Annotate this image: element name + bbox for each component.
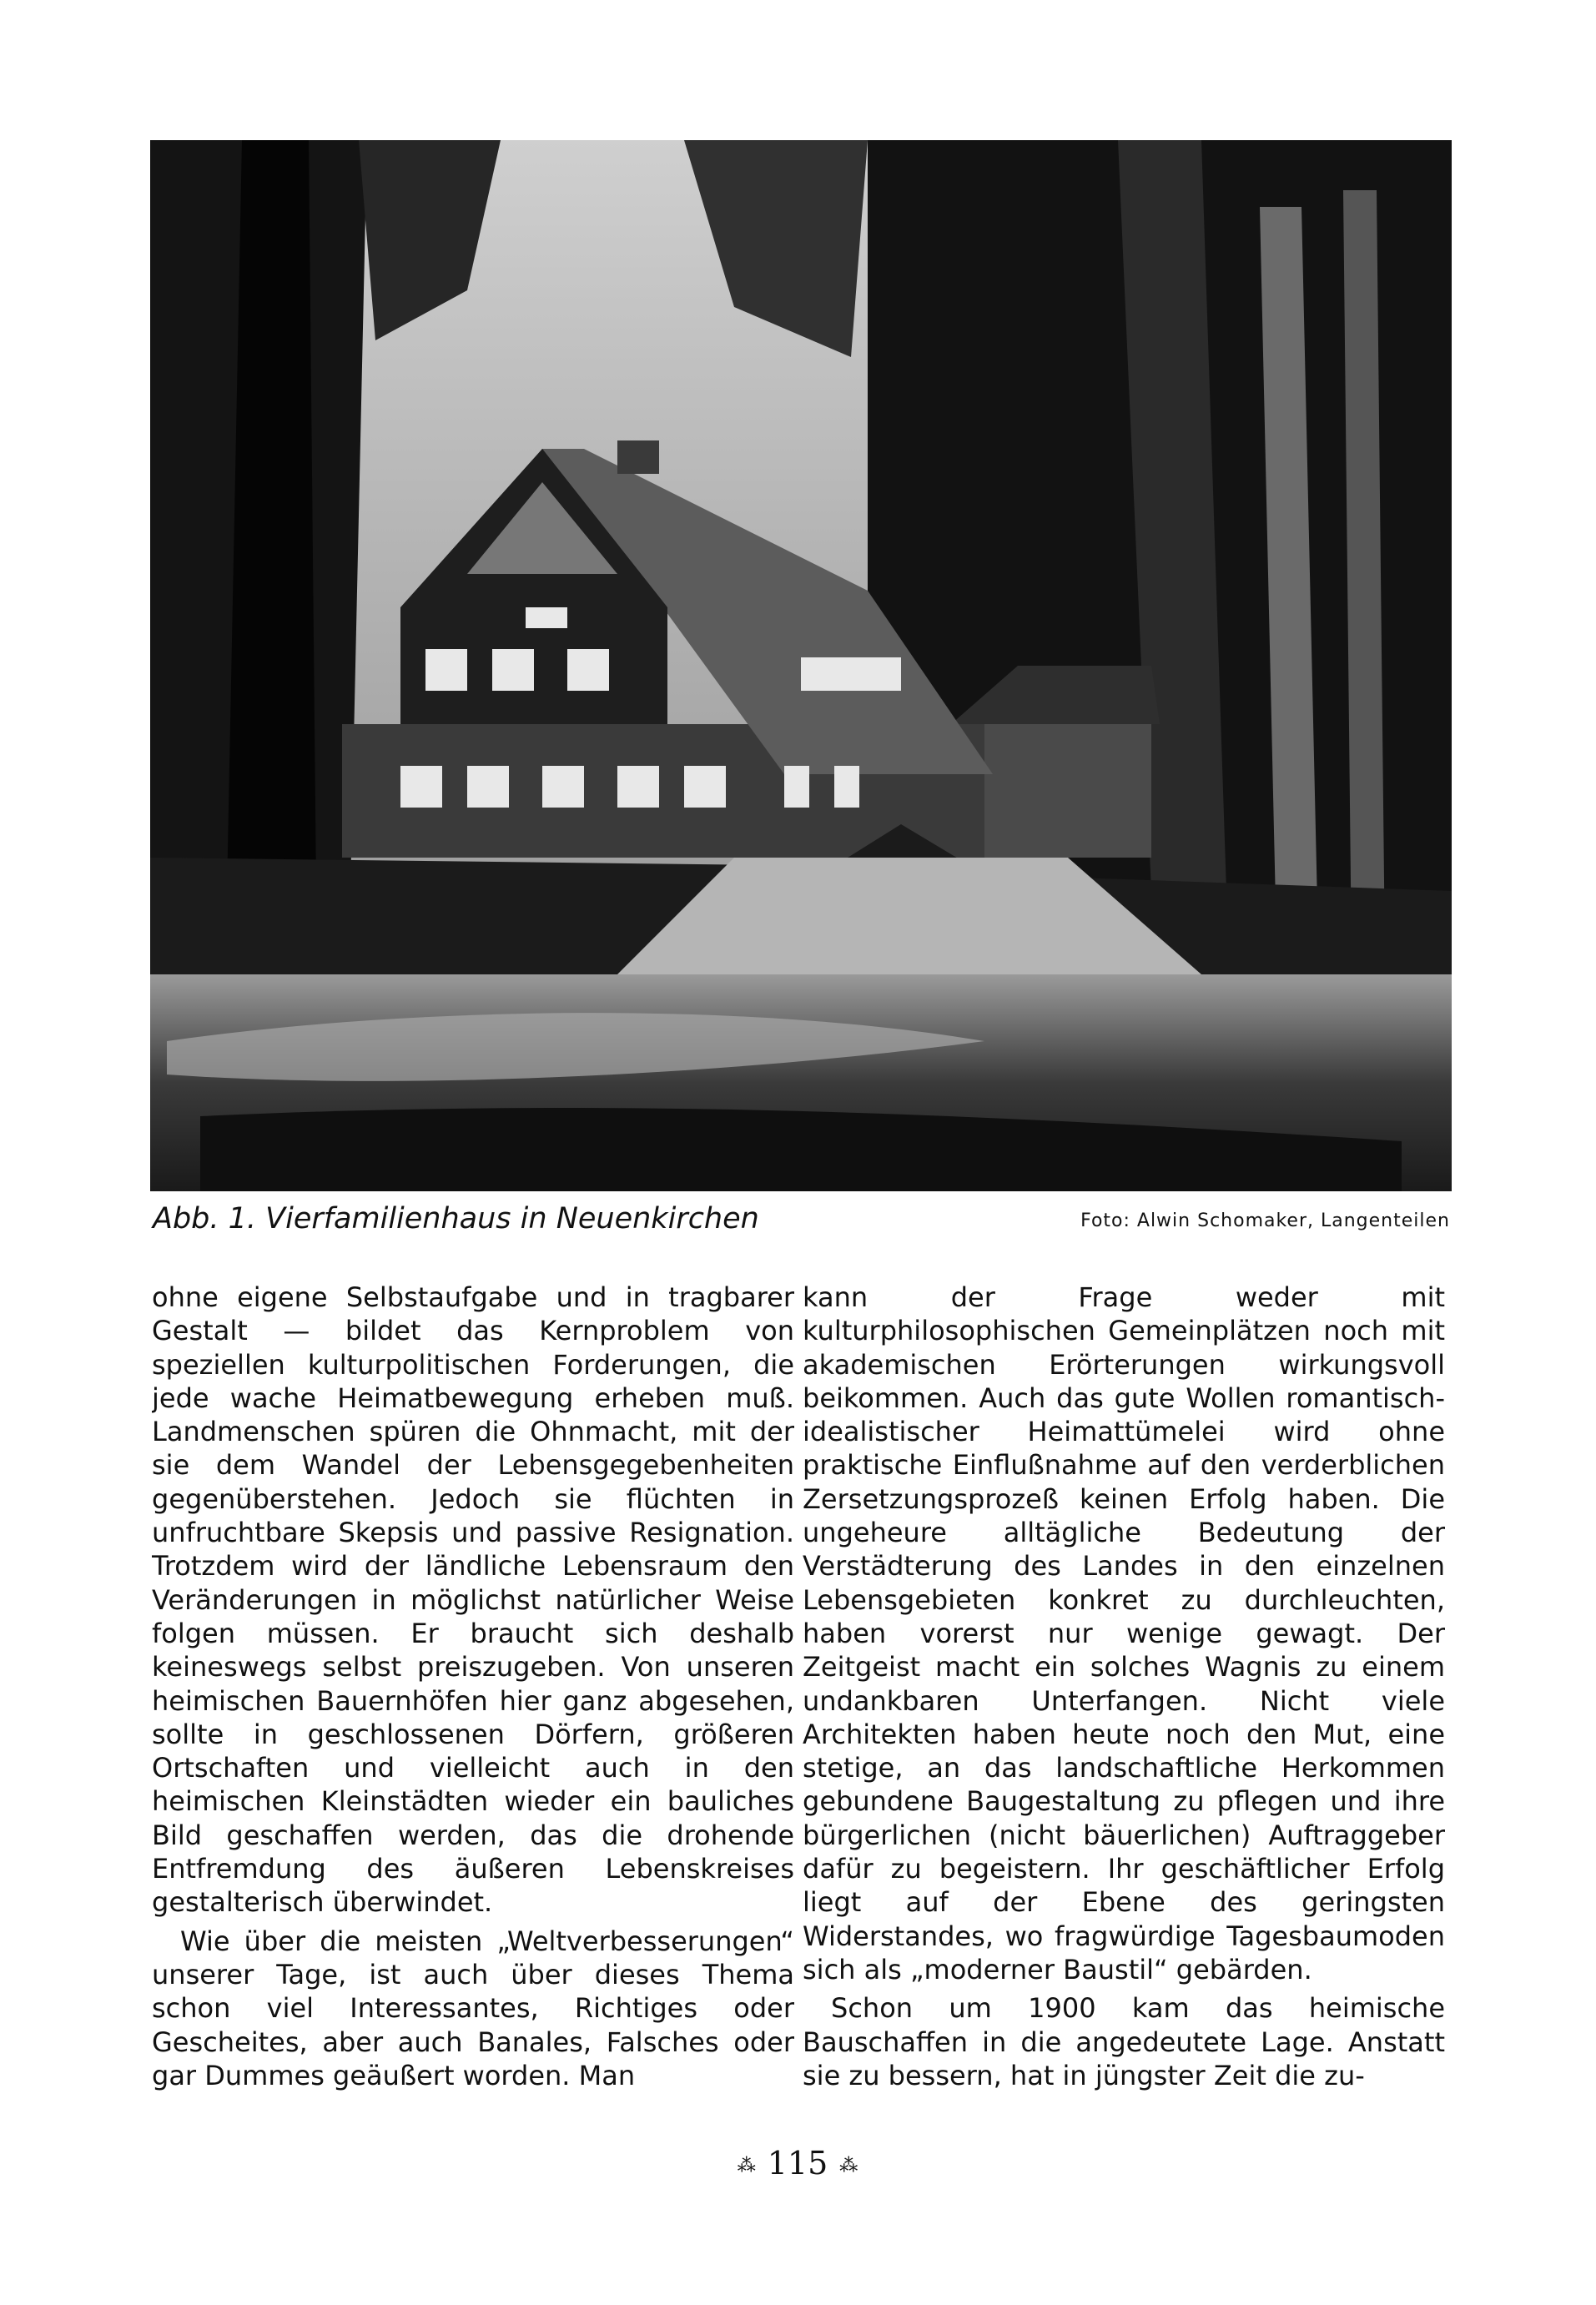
ornament-right: ⁂: [839, 2156, 858, 2177]
page-number: 115: [767, 2145, 828, 2182]
paragraph: Schon um 1900 kam das heimische Bauschaffen in die angedeutete Lage. Anstatt sie zu bessern, hat in jüngster Zeit die zu-: [803, 1992, 1445, 2091]
text-column-right: [803, 1281, 1445, 2131]
paragraph: kann der Frage weder mit kulturphilosophischen Gemeinplätzen noch mit akademischen Erörterungen wirkungsvoll beikommen. Auch das gute Wollen romantisch-idealistischer Heimattümelei wird ohne praktische Einflußnahme auf den verderblichen Zersetzungsprozeß keinen Erfolg haben. Die ungeheure alltägliche Bedeutung der Verstädterung des Landes in den einzelnen Lebensgebieten konkret zu durchleuchten, haben vorerst nur wenige gewagt. Der Zeitgeist macht ein solches Wagnis zu einem undankbaren Unterfangen. Nicht viele Architekten haben heute noch den Mut, eine stetige, an das landschaftliche Herkommen gebundene Baugestaltung zu pflegen und ihre bürgerlichen (nicht bäuerlichen) Auftraggeber dafür zu begeistern. Ihr geschäftlicher Erfolg liegt auf der Ebene des geringsten Widerstandes, wo fragwürdige Tagesbaumoden sich als „moderner Baustil“ gebärden.: [803, 1281, 1445, 1985]
text-column-left: [152, 1281, 794, 2131]
figure-caption: Abb. 1. Vierfamilienhaus in Neuenkirchen: [153, 1202, 759, 1236]
house-photograph: [150, 140, 1452, 1191]
paragraph: ohne eigene Selbstaufgabe und in tragbarer Gestalt — bildet das Kernproblem von speziellen kulturpolitischen Forderungen, die jede wache Heimatbewegung erheben muß. Landmenschen spüren die Ohnmacht, mit der sie dem Wandel der Lebensgegebenheiten gegenüberstehen. Jedoch sie flüchten in unfruchtbare Skepsis und passive Resignation. Trotzdem wird der ländliche Lebensraum den Veränderungen in möglichst natürlicher Weise folgen müssen. Er braucht sich deshalb keineswegs selbst preiszugeben. Von unseren heimischen Bauernhöfen hier ganz abgesehen, sollte in geschlossenen Dörfern, größeren Ortschaften und vielleicht auch in den heimischen Kleinstädten wieder ein bauliches Bild geschaffen werden, das die drohende Entfremdung des äußeren Lebenskreises gestalterisch überwindet.: [152, 1281, 794, 1919]
ornament-left: ⁂: [737, 2156, 756, 2177]
photo-illustration: [150, 140, 1452, 1191]
page-number-footer: [672, 2145, 923, 2187]
paragraph: Wie über die meisten „Weltverbesserungen“ unserer Tage, ist auch über dieses Thema schon viel Interessantes, Richtiges oder Gescheites, aber auch Banales, Falsches oder gar Dummes geäußert worden. Man: [152, 1925, 794, 2091]
photo-credit: Foto: Alwin Schomaker, Langenteilen: [1080, 1210, 1450, 1231]
